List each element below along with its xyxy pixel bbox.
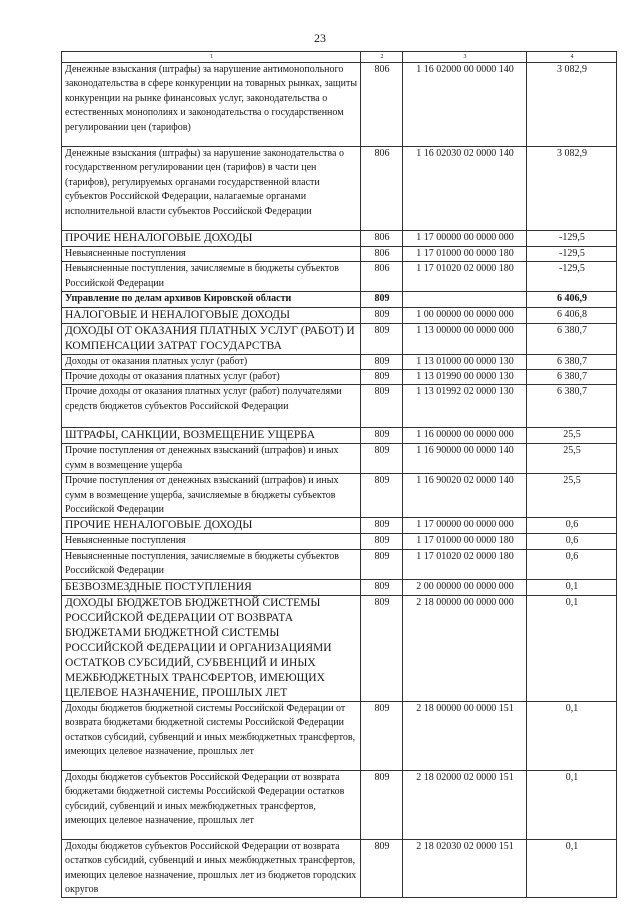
revenue-name-cell: Доходы бюджетов субъектов Российской Федерации от возврата остатков субсидий, субвенций и иных межбюджетных трансфертов, имеющих целевое назначение, прошлых лет из бюджетов городских округов (62, 839, 361, 898)
administrator-code-cell: 809 (361, 292, 403, 307)
revenue-name-cell: Доходы бюджетов бюджетной системы Российской Федерации от возврата бюджетами бюджетной системы Российской Федерации остатков субсидий, субвенций и иных межбюджетных трансфертов, имеющих целевое назначение, прошлых лет (62, 701, 361, 770)
budget-classification-code-cell: 1 16 02030 02 0000 140 (403, 147, 527, 231)
administrator-code-cell: 809 (361, 518, 403, 534)
table-row (62, 839, 617, 898)
administrator-code-cell: 806 (361, 262, 403, 292)
amount-cell: 6 380,7 (527, 354, 617, 369)
administrator-code-cell: 809 (361, 474, 403, 518)
revenue-table (61, 51, 617, 898)
table-row (62, 595, 617, 701)
table-row (62, 549, 617, 579)
revenue-name-cell: Невыясненные поступления (62, 534, 361, 549)
amount-cell: 25,5 (527, 444, 617, 474)
table-row (62, 385, 617, 428)
page-number: 23 (314, 31, 326, 45)
table-row (62, 770, 617, 839)
amount-cell: 0,6 (527, 549, 617, 579)
revenue-name-cell: ПРОЧИЕ НЕНАЛОГОВЫЕ ДОХОДЫ (62, 518, 361, 534)
amount-cell: 0,1 (527, 579, 617, 595)
administrator-code-cell: 809 (361, 370, 403, 385)
administrator-code-cell: 809 (361, 354, 403, 369)
amount-cell: 0,1 (527, 839, 617, 898)
revenue-name-cell: Невыясненные поступления, зачисляемые в бюджеты субъектов Российской Федерации (62, 262, 361, 292)
budget-classification-code-cell: 1 17 01020 02 0000 180 (403, 262, 527, 292)
budget-classification-code-cell: 1 16 90020 02 0000 140 (403, 474, 527, 518)
amount-cell: 6 380,7 (527, 370, 617, 385)
revenue-name-cell: Доходы от оказания платных услуг (работ) (62, 354, 361, 369)
amount-cell: 0,6 (527, 518, 617, 534)
table-row (62, 579, 617, 595)
amount-cell: 0,1 (527, 770, 617, 839)
column-number: 2 (361, 52, 403, 63)
administrator-code-cell: 809 (361, 323, 403, 354)
revenue-name-cell: Доходы бюджетов субъектов Российской Федерации от возврата бюджетами бюджетной системы Российской Федерации остатков субсидий, субвенций и иных межбюджетных трансфертов, имеющих целевое назначение, прошлых лет (62, 770, 361, 839)
table-row (62, 534, 617, 549)
budget-classification-code-cell: 1 17 01000 00 0000 180 (403, 247, 527, 262)
revenue-name-cell: БЕЗВОЗМЕЗДНЫЕ ПОСТУПЛЕНИЯ (62, 579, 361, 595)
table-row (62, 147, 617, 231)
revenue-name-cell: Прочие поступления от денежных взысканий (штрафов) и иных сумм в возмещение ущерба (62, 444, 361, 474)
revenue-name-cell: Прочие поступления от денежных взысканий (штрафов) и иных сумм в возмещение ущерба, зачисляемые в бюджеты субъектов Российской Федерации (62, 474, 361, 518)
amount-cell: 0,1 (527, 701, 617, 770)
revenue-name-cell: НАЛОГОВЫЕ И НЕНАЛОГОВЫЕ ДОХОДЫ (62, 307, 361, 323)
revenue-name-cell: Управление по делам архивов Кировской области (62, 292, 361, 307)
amount-cell: 6 380,7 (527, 385, 617, 428)
administrator-code-cell: 809 (361, 595, 403, 701)
budget-classification-code-cell: 1 13 01990 00 0000 130 (403, 370, 527, 385)
revenue-name-cell: Денежные взыскания (штрафы) за нарушение антимонопольного законодательства в сфере конкуренции на товарных рынках, защиты конкуренции на рынке финансовых услуг, законодательства о естественных монополиях и законодательства о государственном регулировании цен (тарифов) (62, 63, 361, 147)
administrator-code-cell: 806 (361, 63, 403, 147)
budget-classification-code-cell: 1 17 01020 02 0000 180 (403, 549, 527, 579)
budget-classification-code-cell: 2 18 00000 00 0000 151 (403, 701, 527, 770)
administrator-code-cell: 806 (361, 231, 403, 247)
administrator-code-cell: 806 (361, 247, 403, 262)
table-row (62, 370, 617, 385)
revenue-name-cell: ДОХОДЫ ОТ ОКАЗАНИЯ ПЛАТНЫХ УСЛУГ (РАБОТ) И КОМПЕНСАЦИИ ЗАТРАТ ГОСУДАРСТВА (62, 323, 361, 354)
amount-cell: 25,5 (527, 474, 617, 518)
revenue-name-cell: Денежные взыскания (штрафы) за нарушение законодательства о государственном регулировании цен (тарифов) в части цен (тарифов), регулируемых органами государственной власти субъектов Российской Федерации, налагаемые органами исполнительной власти субъектов Российской Федерации (62, 147, 361, 231)
revenue-name-cell: Невыясненные поступления (62, 247, 361, 262)
table-row (62, 292, 617, 307)
table-row (62, 262, 617, 292)
column-number: 3 (403, 52, 527, 63)
administrator-code-cell: 809 (361, 701, 403, 770)
revenue-name-cell: ПРОЧИЕ НЕНАЛОГОВЫЕ ДОХОДЫ (62, 231, 361, 247)
administrator-code-cell: 809 (361, 579, 403, 595)
amount-cell: 0,1 (527, 595, 617, 701)
administrator-code-cell: 809 (361, 770, 403, 839)
budget-classification-code-cell: 1 16 90000 00 0000 140 (403, 444, 527, 474)
table-row (62, 474, 617, 518)
column-number-header (62, 52, 617, 63)
amount-cell: -129,5 (527, 262, 617, 292)
revenue-name-cell: ШТРАФЫ, САНКЦИИ, ВОЗМЕЩЕНИЕ УЩЕРБА (62, 428, 361, 444)
budget-classification-code-cell: 1 13 01000 00 0000 130 (403, 354, 527, 369)
revenue-name-cell: Прочие доходы от оказания платных услуг (работ) (62, 370, 361, 385)
revenue-name-cell: Невыясненные поступления, зачисляемые в бюджеты субъектов Российской Федерации (62, 549, 361, 579)
budget-classification-code-cell: 2 00 00000 00 0000 000 (403, 579, 527, 595)
table-row (62, 701, 617, 770)
table-row (62, 307, 617, 323)
amount-cell: 25,5 (527, 428, 617, 444)
administrator-code-cell: 809 (361, 534, 403, 549)
amount-cell: 0,6 (527, 534, 617, 549)
budget-classification-code-cell: 1 16 02000 00 0000 140 (403, 63, 527, 147)
budget-classification-code-cell: 1 00 00000 00 0000 000 (403, 307, 527, 323)
budget-classification-code-cell: 2 18 02000 02 0000 151 (403, 770, 527, 839)
administrator-code-cell: 806 (361, 147, 403, 231)
table-row (62, 323, 617, 354)
budget-classification-code-cell (403, 292, 527, 307)
budget-classification-code-cell: 1 17 00000 00 0000 000 (403, 231, 527, 247)
table-row (62, 231, 617, 247)
table-body (62, 52, 617, 898)
amount-cell: -129,5 (527, 247, 617, 262)
table-row (62, 428, 617, 444)
administrator-code-cell: 809 (361, 428, 403, 444)
column-number: 4 (527, 52, 617, 63)
revenue-name-cell: Прочие доходы от оказания платных услуг (работ) получателями средств бюджетов субъектов Российской Федерации (62, 385, 361, 428)
amount-cell: 3 082,9 (527, 147, 617, 231)
administrator-code-cell: 809 (361, 307, 403, 323)
table-row (62, 247, 617, 262)
column-number: 1 (62, 52, 361, 63)
amount-cell: 6 380,7 (527, 323, 617, 354)
budget-classification-code-cell: 1 13 00000 00 0000 000 (403, 323, 527, 354)
budget-classification-code-cell: 1 17 01000 00 0000 180 (403, 534, 527, 549)
table-row (62, 354, 617, 369)
budget-classification-code-cell: 1 13 01992 02 0000 130 (403, 385, 527, 428)
table-row (62, 518, 617, 534)
budget-classification-code-cell: 1 17 00000 00 0000 000 (403, 518, 527, 534)
administrator-code-cell: 809 (361, 444, 403, 474)
table-row (62, 63, 617, 147)
table-row (62, 444, 617, 474)
administrator-code-cell: 809 (361, 549, 403, 579)
administrator-code-cell: 809 (361, 385, 403, 428)
administrator-code-cell: 809 (361, 839, 403, 898)
revenue-name-cell: ДОХОДЫ БЮДЖЕТОВ БЮДЖЕТНОЙ СИСТЕМЫ РОССИЙСКОЙ ФЕДЕРАЦИИ ОТ ВОЗВРАТА БЮДЖЕТАМИ БЮДЖЕТНОЙ СИСТЕМЫ РОССИЙСКОЙ ФЕДЕРАЦИИ И ОРГАНИЗАЦИЯМИ ОСТАТКОВ СУБСИДИЙ, СУБВЕНЦИЙ И ИНЫХ МЕЖБЮДЖЕТНЫХ ТРАНСФЕРТОВ, ИМЕЮЩИХ ЦЕЛЕВОЕ НАЗНАЧЕНИЕ, ПРОШЛЫХ ЛЕТ (62, 595, 361, 701)
amount-cell: 6 406,8 (527, 307, 617, 323)
budget-classification-code-cell: 1 16 00000 00 0000 000 (403, 428, 527, 444)
amount-cell: 6 406,9 (527, 292, 617, 307)
budget-classification-code-cell: 2 18 00000 00 0000 000 (403, 595, 527, 701)
budget-classification-code-cell: 2 18 02030 02 0000 151 (403, 839, 527, 898)
amount-cell: -129,5 (527, 231, 617, 247)
amount-cell: 3 082,9 (527, 63, 617, 147)
